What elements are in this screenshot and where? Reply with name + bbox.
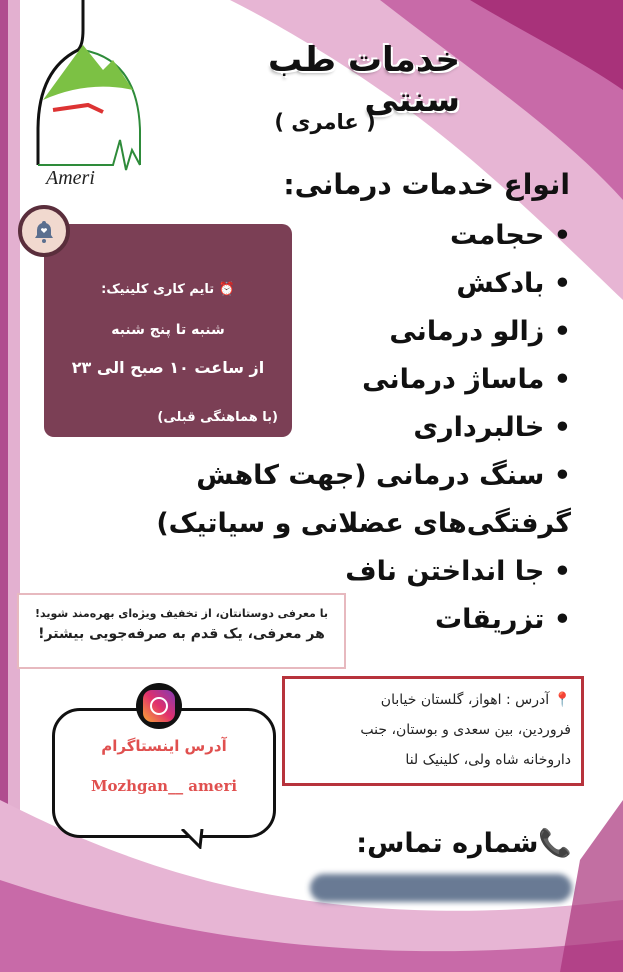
service-item: • تزریقات bbox=[435, 604, 571, 635]
service-item: • حجامت bbox=[449, 220, 571, 251]
service-item: • سنگ درمانی (جهت کاهش bbox=[196, 460, 571, 491]
promo-line2: هر معرفی، یک قدم به صرفه‌جویی بیشتر! bbox=[38, 626, 325, 642]
hours-time: از ساعت ۱۰ صبح الی ۲۳ bbox=[71, 358, 265, 377]
page-title: خدمات طب سنتی bbox=[268, 40, 460, 120]
service-item: • خالبرداری bbox=[413, 412, 571, 443]
service-item: • جا انداختن ناف bbox=[345, 556, 571, 587]
hours-title: ⏰ تایم کاری کلینیک: bbox=[101, 282, 235, 297]
clinic-hours-card bbox=[44, 224, 292, 437]
service-item: گرفتگی‌های عضلانی و سیاتیک) bbox=[156, 508, 571, 539]
bubble-tail bbox=[180, 829, 210, 849]
instagram-icon bbox=[136, 683, 182, 729]
instagram-label: آدرس اینستاگرام bbox=[101, 737, 227, 755]
address-line1: 📍 آدرس : اهواز، گلستان خیابان bbox=[380, 692, 571, 708]
address-line2: فروردین، بین سعدی و بوستان، جنب bbox=[360, 722, 571, 738]
contact-label-text: شماره تماس: bbox=[356, 828, 539, 859]
service-item: • ماساژ درمانی bbox=[362, 364, 571, 395]
address-line3: داروخانه شاه ولی، کلینیک لنا bbox=[405, 752, 571, 768]
phone-icon: 📞 bbox=[538, 828, 572, 859]
hours-note: (با هماهنگی قبلی) bbox=[157, 410, 278, 425]
phone-number-redacted bbox=[310, 874, 572, 902]
address-box bbox=[282, 676, 584, 786]
referral-promo bbox=[17, 593, 346, 669]
page-subtitle: ( عامری ) bbox=[274, 110, 376, 134]
logo-text: Ameri bbox=[46, 167, 95, 189]
promo-line1: با معرفی دوستانتان، از تخفیف ویژه‌ای بهره‌مند شوید! bbox=[35, 607, 328, 620]
service-item: • بادکش bbox=[456, 268, 571, 299]
services-heading: انواع خدمات درمانی: bbox=[283, 168, 570, 201]
hours-days: شنبه تا پنج شنبه bbox=[111, 322, 225, 338]
service-item: • زالو درمانی bbox=[389, 316, 571, 347]
contact-label bbox=[290, 826, 572, 862]
bell-icon bbox=[18, 205, 70, 257]
instagram-handle[interactable]: Mozhgan__ ameri bbox=[90, 777, 238, 795]
ameri-logo bbox=[28, 0, 158, 190]
